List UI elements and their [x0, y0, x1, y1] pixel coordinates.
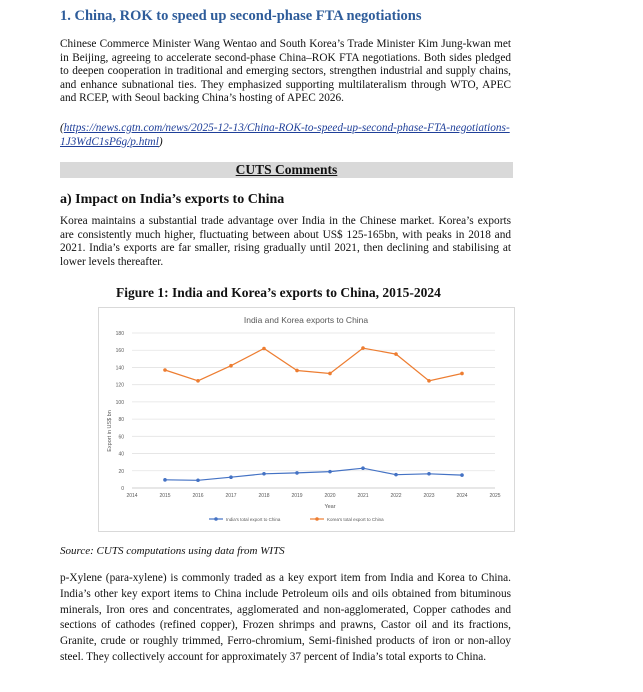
- x-tick-label: 2023: [423, 493, 435, 499]
- y-tick-label: 140: [115, 365, 124, 372]
- y-tick-label: 160: [115, 348, 124, 355]
- chart-title: India and Korea exports to China: [243, 315, 369, 325]
- y-tick-label: 180: [115, 331, 124, 337]
- data-point: [460, 473, 464, 477]
- cuts-comments-banner: [60, 162, 513, 178]
- y-tick-label: 40: [118, 451, 124, 458]
- y-tick-label: 20: [118, 468, 124, 475]
- data-point: [361, 466, 365, 470]
- x-tick-label: 2016: [192, 493, 204, 499]
- cuts-comments-title: CUTS Comments: [235, 162, 338, 177]
- data-point: [460, 372, 464, 376]
- data-point: [427, 472, 431, 476]
- data-point: [295, 471, 299, 475]
- y-tick-label: 60: [118, 434, 124, 441]
- article-paragraph: Chinese Commerce Minister Wang Wentao and South Korea’s Trade Minister Kim Jung-kwan met in Beijing, agreeing to accelerate second-phase China–ROK FTA negotiations. Both sides pledged to deepen cooperation in traditional and emerging sectors, strengthen industrial and supply chains, and enhance subnational ties. They emphasized supporting multilateralism through WTO, APEC and RCEP, with Seoul backing China’s hosting of APEC 2026.: [60, 38, 511, 105]
- data-point: [328, 372, 332, 376]
- source-link-line: [60, 122, 511, 149]
- section-subheading: a) Impact on India’s exports to China: [60, 192, 285, 207]
- article-heading: 1. China, ROK to speed up second-phase FTA negotiations: [60, 8, 422, 24]
- data-point: [163, 478, 167, 482]
- data-point: [229, 364, 233, 368]
- figure-source: Source: CUTS computations using data from WITS: [60, 545, 285, 557]
- x-tick-label: 2014: [126, 493, 138, 499]
- x-tick-label: 2018: [258, 493, 270, 499]
- data-point: [262, 472, 266, 476]
- x-tick-label: 2025: [489, 493, 501, 499]
- x-tick-label: 2020: [324, 493, 336, 499]
- y-tick-label: 80: [118, 417, 124, 424]
- x-tick-label: 2022: [390, 493, 402, 499]
- chart-canvas: [99, 308, 514, 531]
- legend-marker: [315, 517, 319, 521]
- legend-label: Korea's total export to China: [327, 517, 384, 522]
- exports-paragraph: p-Xylene (para-xylene) is commonly traded as a key export item from India and Korea to China. India’s other key export items to China include Petroleum oils and oils obtained from bituminous minerals, Iron ores and concentrates, agglomerated and non-agglomerated, Copper cathodes and sections of cathodes (refined copper), Frozen shrimps and prawns, Castor oil and its fractions, Granite, crude or roughly trimmed, Ferro-chromium, Semi-finished products of iron or non-alloy steel. They collectively account for approximately 37 percent of India’s total exports to China.: [60, 572, 511, 663]
- x-tick-label: 2017: [225, 493, 237, 499]
- line-chart: [98, 307, 515, 532]
- data-point: [427, 379, 431, 383]
- x-tick-label: 2021: [357, 493, 369, 499]
- x-tick-label: 2024: [456, 493, 468, 499]
- y-tick-label: 100: [115, 399, 124, 406]
- y-tick-label: 120: [115, 382, 124, 389]
- x-axis-label: Year: [324, 504, 336, 510]
- x-tick-label: 2015: [159, 493, 171, 499]
- link-open-paren: (: [60, 122, 64, 134]
- legend-label: India's total export to China: [226, 517, 281, 522]
- y-tick-label: 0: [121, 486, 124, 492]
- legend-marker: [214, 517, 218, 521]
- series-line-india: [165, 468, 462, 480]
- figure-title: Figure 1: India and Korea’s exports to China, 2015-2024: [116, 285, 441, 300]
- link-close-paren: ): [158, 135, 163, 148]
- data-point: [361, 346, 365, 350]
- data-point: [229, 475, 233, 479]
- data-point: [328, 470, 332, 474]
- data-point: [394, 352, 398, 356]
- data-point: [262, 347, 266, 351]
- article-source-link[interactable]: https://news.cgtn.com/news/2025-12-13/China-ROK-to-speed-up-second-phase-FTA-negotiations-1J3WdC1sP6g/p.html: [60, 122, 510, 148]
- series-line-korea: [165, 348, 462, 381]
- data-point: [295, 369, 299, 373]
- data-point: [196, 379, 200, 383]
- data-point: [163, 368, 167, 372]
- y-axis-label: Export in US$ bn: [107, 410, 113, 452]
- data-point: [394, 473, 398, 477]
- comments-paragraph: Korea maintains a substantial trade advantage over India in the Chinese market. Korea’s exports are consistently much higher, fluctuating between about US$ 125-165bn, with peaks in 2018 and 2021. India’s exports are far smaller, rising gradually until 2021, then declining and stabilising at lower levels thereafter.: [60, 215, 511, 268]
- data-point: [196, 478, 200, 482]
- x-tick-label: 2019: [291, 493, 303, 499]
